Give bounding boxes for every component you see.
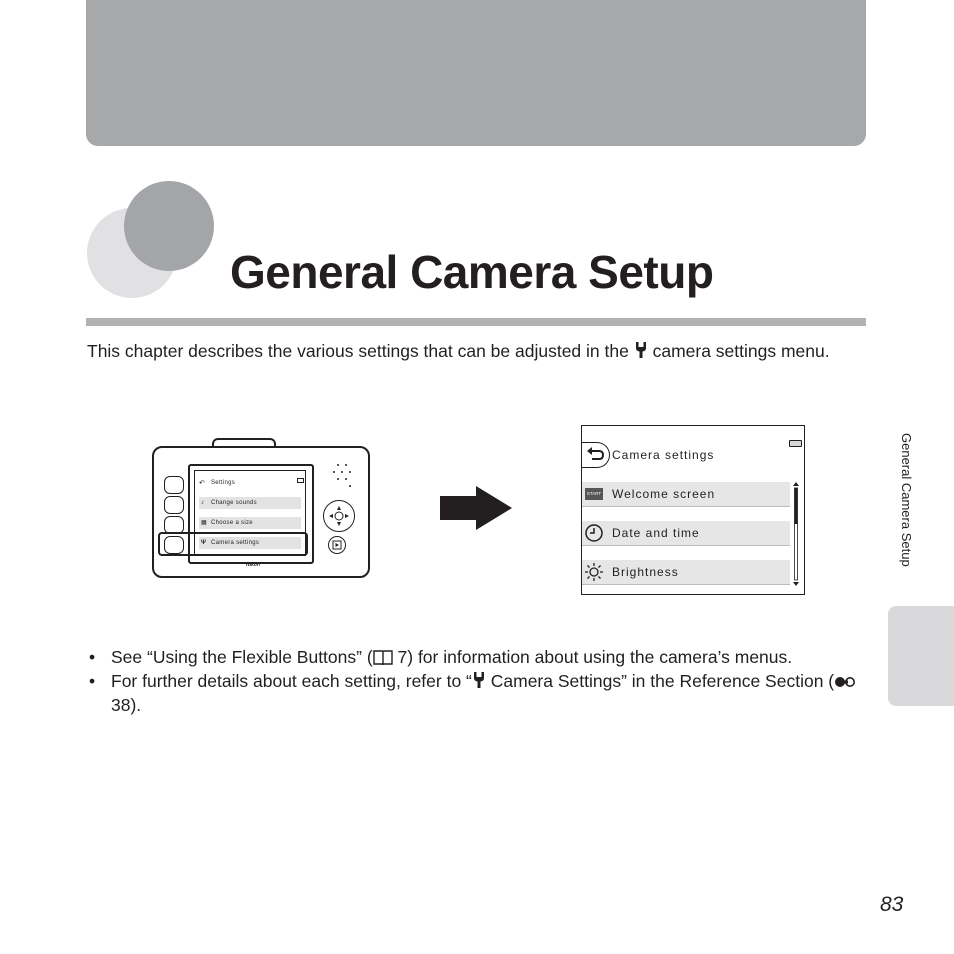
chapter-header-band [86, 0, 866, 146]
chapter-title: General Camera Setup [230, 246, 714, 298]
bullet-list [87, 645, 867, 717]
camera-settings-highlight [158, 532, 308, 556]
book-icon [373, 649, 393, 666]
wrench-icon: Ψ [201, 540, 207, 546]
camera-menu-item: ♪ Change sounds [199, 497, 301, 509]
camera-illustration [150, 436, 370, 578]
camera-logo: Nikon [246, 562, 260, 568]
menu-title: Camera settings [612, 448, 715, 462]
brightness-icon [584, 562, 604, 582]
playback-icon [329, 537, 345, 553]
list-item: • See “Using the Flexible Buttons” ( 7) for information about using the camera’s menus. [89, 647, 793, 667]
multi-selector [323, 500, 355, 532]
camera-menu-item: ▦ Choose a size [199, 517, 301, 529]
title-rule [86, 318, 866, 326]
camera-menu-item: Ψ Camera settings [199, 537, 301, 549]
right-arrow-icon [438, 486, 514, 530]
back-arrow-icon: ↶ [199, 480, 205, 487]
microphone-holes [328, 462, 358, 488]
reference-section-icon [834, 673, 856, 690]
playback-button [328, 536, 346, 554]
flexible-button-2 [164, 496, 184, 514]
side-tab-label: General Camera Setup [899, 433, 914, 567]
clock-icon [584, 523, 604, 543]
menu-item-welcome-screen: START Welcome screen [582, 482, 790, 507]
battery-icon [297, 478, 304, 483]
back-arrow-icon [582, 443, 608, 467]
welcome-screen-icon: START [584, 484, 604, 504]
camera-settings-menu-screen [581, 425, 805, 595]
camera-screen-title: Settings [211, 480, 236, 486]
multi-selector-icon [324, 501, 354, 531]
intro-text-end: camera settings menu. [647, 341, 830, 361]
image-size-icon: ▦ [201, 520, 207, 526]
list-item: • For further details about each setting, refer to “ Camera Settings” in the Reference Section (38). [87, 669, 867, 717]
menu-scrollbar [793, 482, 799, 586]
menu-item-date-and-time: Date and time [582, 521, 790, 546]
intro-paragraph [87, 337, 857, 365]
side-tab [888, 606, 954, 706]
menu-header [582, 442, 804, 468]
page-number: 83 [880, 893, 904, 916]
wrench-icon [634, 342, 648, 358]
flexible-button-1 [164, 476, 184, 494]
intro-text-start: This chapter describes the various settings that can be adjusted in the [87, 341, 629, 361]
wrench-icon [472, 672, 486, 688]
music-note-icon: ♪ [201, 500, 205, 506]
back-button [582, 442, 610, 468]
menu-item-brightness: Brightness [582, 560, 790, 585]
chapter-circle-dark [124, 181, 214, 271]
